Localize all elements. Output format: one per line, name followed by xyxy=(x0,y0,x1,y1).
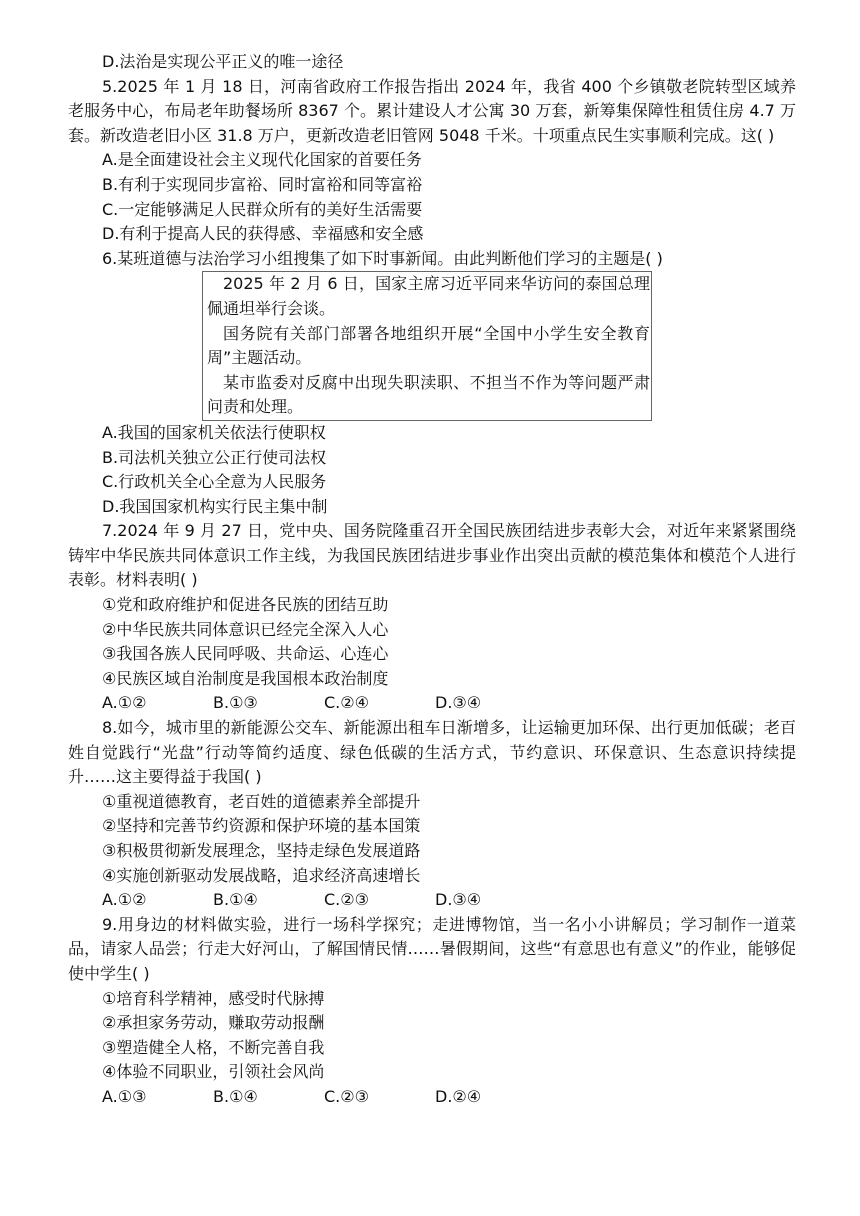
q8-choice-d: D.③④ xyxy=(435,890,482,910)
q8-statement-3: ③积极贯彻新发展理念，坚持走绿色发展道路 xyxy=(102,841,421,860)
q6-option-d: D.我国国家机构实行民主集中制 xyxy=(102,496,328,516)
q8-statement-4: ④实施创新驱动发展战略，追求经济高速增长 xyxy=(102,865,421,885)
exam-page xyxy=(68,50,796,1110)
q9-statement-3: ③塑造健全人格，不断完善自我 xyxy=(102,1037,325,1057)
q5-option-d: D.有利于提高人民的获得感、幸福感和安全感 xyxy=(102,224,424,244)
q8-statement-1: ①重视道德教育，老百姓的道德素养全部提升 xyxy=(102,791,421,811)
q6-news-item: 某市监委对反腐中出现失职渎职、不担当不作为等问题严肃问责和处理。 xyxy=(207,372,650,417)
q7-stem: 7.2024 年 9 月 27 日，党中央、国务院隆重召开全国民族团结进步表彰大会，对近年来紧紧围绕铸牢中华民族共同体意识工作主线，为我国民族团结进步事业作出突出贡献的模范集体和模范个人进行表彰。材料表明( ) xyxy=(68,521,796,590)
q8-choices xyxy=(68,888,796,913)
q5-option-c: C.一定能够满足人民群众所有的美好生活需要 xyxy=(102,199,423,219)
question-5 xyxy=(68,75,796,247)
q7-choice-a: A.①② xyxy=(102,693,147,713)
q9-choice-d: D.②④ xyxy=(435,1086,482,1106)
q9-choice-a: A.①③ xyxy=(102,1086,147,1106)
q7-statement-2: ②中华民族共同体意识已经完全深入人心 xyxy=(102,619,389,639)
q7-choice-b: B.①③ xyxy=(213,693,258,713)
q7-statement-3: ③我国各族人民同呼吸、共命运、心连心 xyxy=(102,644,389,664)
q8-choice-a: A.①② xyxy=(102,890,147,910)
q8-choice-c: C.②③ xyxy=(324,890,369,910)
q6-news-item: 国务院有关部门部署各地组织开展“全国中小学生安全教育周”主题活动。 xyxy=(207,323,650,368)
q6-option-b: B.司法机关独立公正行使司法权 xyxy=(102,447,327,467)
q9-statement-1: ①培育科学精神，感受时代脉搏 xyxy=(102,988,325,1008)
q6-option-a: A.我国的国家机关依法行使职权 xyxy=(102,422,326,442)
q8-statement-2: ②坚持和完善节约资源和保护环境的基本国策 xyxy=(102,816,421,836)
q9-choice-c: C.②③ xyxy=(324,1086,369,1106)
question-9 xyxy=(68,913,796,1110)
q6-option-c: C.行政机关全心全意为人民服务 xyxy=(102,472,327,492)
question-8 xyxy=(68,716,796,913)
q7-statement-4: ④民族区域自治制度是我国根本政治制度 xyxy=(102,668,389,688)
q8-choice-b: B.①④ xyxy=(213,890,258,910)
q7-choices xyxy=(68,691,796,716)
q7-choice-d: D.③④ xyxy=(435,693,482,713)
q8-stem: 8.如今，城市里的新能源公交车、新能源出租车日渐增多，让运输更加环保、出行更加低碳；老百姓自觉践行“光盘”行动等简约适度、绿色低碳的生活方式，节约意识、环保意识、生态意识持续提升……这主要得益于我国( ) xyxy=(68,718,796,787)
q7-choice-c: C.②④ xyxy=(324,693,369,713)
q4-option-d: D.法治是实现公平正义的唯一途径 xyxy=(102,52,344,71)
q9-stem: 9.用身边的材料做实验，进行一场科学探究；走进博物馆，当一名小小讲解员；学习制作一道菜品，请家人品尝；行走大好河山，了解国情民情……暑假期间，这些“有意思也有意义”的作业，能够促使中学生( ) xyxy=(68,914,796,983)
q6-news-item: 2025 年 2 月 6 日，国家主席习近平同来华访问的泰国总理佩通坦举行会谈。 xyxy=(207,274,650,318)
q9-choices xyxy=(68,1085,796,1110)
q5-stem: 5.2025 年 1 月 18 日，河南省政府工作报告指出 2024 年，我省 400 个乡镇敬老院转型区域养老服务中心，布局老年助餐场所 8367 个。累计建设人才公寓 30 万套，新筹集保障性租赁住房 4.7 万套。新改造老旧小区 31.8 万户，更新改造老旧管网 5048 千米。十项重点民生实事顺利完成。这( ) xyxy=(68,76,796,145)
q5-option-b: B.有利于实现同步富裕、同时富裕和同等富裕 xyxy=(102,174,423,194)
q9-statement-4: ④体验不同职业，引领社会风尚 xyxy=(102,1062,325,1082)
question-7 xyxy=(68,519,796,716)
q6-stem: 6.某班道德与法治学习小组搜集了如下时事新闻。由此判断他们学习的主题是( ) xyxy=(102,248,663,268)
q9-choice-b: B.①④ xyxy=(213,1086,258,1106)
q6-news-box xyxy=(202,271,652,421)
q7-statement-1: ①党和政府维护和促进各民族的团结互助 xyxy=(102,595,389,615)
q9-statement-2: ②承担家务劳动，赚取劳动报酬 xyxy=(102,1013,325,1033)
question-6 xyxy=(68,247,796,520)
q5-option-a: A.是全面建设社会主义现代化国家的首要任务 xyxy=(102,150,422,170)
